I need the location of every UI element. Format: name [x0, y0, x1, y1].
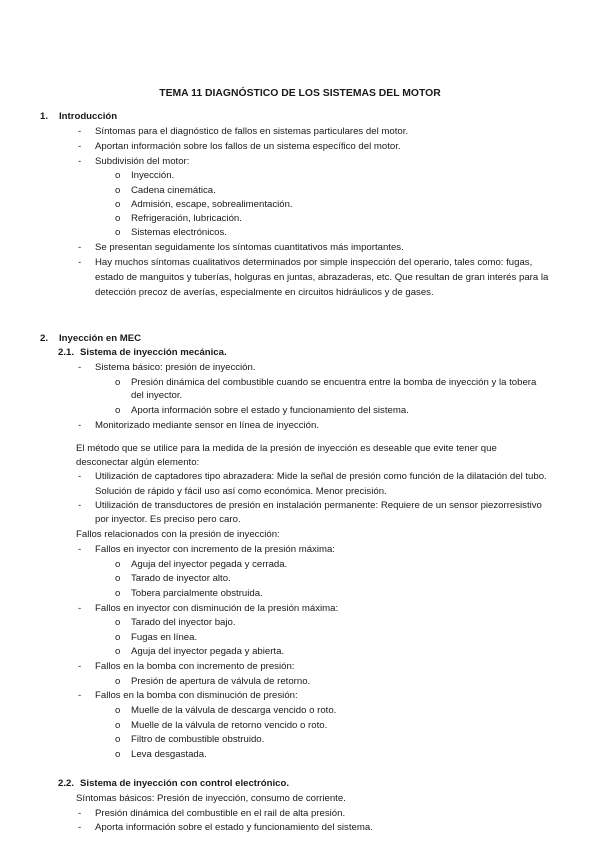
circle-bullet: o	[115, 617, 121, 628]
intro-bullet-2: Aportan información sobre los fallos de un sistema específico del motor.	[95, 141, 401, 152]
page-title: TEMA 11 DIAGNÓSTICO DE LOS SISTEMAS DEL MOTOR	[159, 88, 441, 99]
subsystem-item: Refrigeración, lubricación.	[131, 213, 242, 224]
fault-item: Tobera parcialmente obstruida.	[131, 588, 263, 599]
system-info-text: Aporta información sobre el estado y funcionamiento del sistema.	[131, 405, 409, 416]
intro-bullet-5-line-1: Hay muchos síntomas cualitativos determinados por simple inspección del operario, tales como: fugas,	[95, 257, 533, 268]
circle-bullet: o	[115, 720, 121, 731]
dash-bullet: -	[78, 822, 82, 833]
subsystem-item: Inyección.	[131, 170, 175, 181]
subsystem-item: Cadena cinemática.	[131, 185, 216, 196]
fault-item: Tarado del inyector bajo.	[131, 617, 236, 628]
circle-bullet: o	[115, 405, 121, 416]
circle-bullet: o	[115, 646, 121, 657]
dash-bullet: -	[78, 242, 82, 253]
basic-symptoms-text: Síntomas básicos: Presión de inyección, consumo de corriente.	[76, 793, 346, 804]
dynamic-pressure-line-2: del inyector.	[131, 390, 183, 401]
circle-bullet: o	[115, 588, 121, 599]
intro-bullet-5-line-2: estado de manguitos y tuberías, holguras en juntas, abrazaderas, etc. Que resultan de gran interés para la	[95, 272, 549, 283]
dash-bullet: -	[78, 420, 82, 431]
fault-item: Fugas en línea.	[131, 632, 198, 643]
dash-bullet: -	[78, 362, 82, 373]
fault-item: Filtro de combustible obstruido.	[131, 734, 265, 745]
rail-pressure-text: Presión dinámica del combustible en el rail de alta presión.	[95, 808, 346, 819]
circle-bullet: o	[115, 734, 121, 745]
intro-bullet-5-line-3: detección precoz de averías, especialmente en circuitos hidráulicos y de gases.	[95, 287, 434, 298]
circle-bullet: o	[115, 632, 121, 643]
dash-bullet: -	[78, 156, 82, 167]
dash-bullet: -	[78, 544, 82, 555]
fault-item: Leva desgastada.	[131, 749, 207, 760]
dash-bullet: -	[78, 141, 82, 152]
dash-bullet: -	[78, 471, 82, 482]
section-2-heading: Inyección en MEC	[59, 333, 142, 344]
circle-bullet: o	[115, 170, 121, 181]
subsection-2-2-number: 2.2.	[58, 778, 75, 789]
circle-bullet: o	[115, 676, 121, 687]
faults-heading: Fallos relacionados con la presión de inyección:	[76, 529, 280, 540]
fault-item: Tarado de inyector alto.	[131, 573, 231, 584]
circle-bullet: o	[115, 559, 121, 570]
fault-group-2: Fallos en inyector con disminución de la presión máxima:	[95, 603, 339, 614]
subsection-2-1-number: 2.1.	[58, 347, 75, 358]
subsystem-item: Sistemas electrónicos.	[131, 227, 227, 238]
dash-bullet: -	[78, 257, 82, 268]
system-info-text-2: Aporta información sobre el estado y funcionamiento del sistema.	[95, 822, 373, 833]
circle-bullet: o	[115, 199, 121, 210]
section-2-number: 2.	[40, 333, 49, 344]
dash-bullet: -	[78, 126, 82, 137]
dash-bullet: -	[78, 690, 82, 701]
circle-bullet: o	[115, 705, 121, 716]
fault-group-1: Fallos en inyector con incremento de la presión máxima:	[95, 544, 335, 555]
method-paragraph-line-2: desconectar algún elemento:	[76, 457, 200, 468]
circle-bullet: o	[115, 749, 121, 760]
intro-bullet-4: Se presentan seguidamente los síntomas cuantitativos más importantes.	[95, 242, 404, 253]
dash-bullet: -	[78, 661, 82, 672]
fault-item: Aguja del inyector pegada y cerrada.	[131, 559, 288, 570]
clamp-sensor-line-2: Solución de rápido y fácil uso así como económica. Menor precisión.	[95, 486, 387, 497]
transducer-line-1: Utilización de transductores de presión en instalación permanente: Requiere de un sensor piezorresistivo	[95, 500, 542, 511]
subsystem-item: Admisión, escape, sobrealimentación.	[131, 199, 293, 210]
fault-group-3: Fallos en la bomba con incremento de presión:	[95, 661, 295, 672]
fault-item: Presión de apertura de válvula de retorno.	[131, 676, 311, 687]
fault-item: Aguja del inyector pegada y abierta.	[131, 646, 285, 657]
clamp-sensor-line-1: Utilización de captadores tipo abrazadera: Mide la señal de presión como función de la dilatación del tubo.	[95, 471, 547, 482]
dynamic-pressure-line-1: Presión dinámica del combustible cuando se encuentra entre la bomba de inyección y la tobera	[131, 377, 537, 388]
section-1-heading: Introducción	[59, 111, 118, 122]
dash-bullet: -	[78, 500, 82, 511]
circle-bullet: o	[115, 227, 121, 238]
circle-bullet: o	[115, 573, 121, 584]
fault-group-4: Fallos en la bomba con disminución de presión:	[95, 690, 298, 701]
intro-bullet-1: Síntomas para el diagnóstico de fallos en sistemas particulares del motor.	[95, 126, 409, 137]
fault-item: Muelle de la válvula de descarga vencido o roto.	[131, 705, 337, 716]
circle-bullet: o	[115, 377, 121, 388]
subsection-2-2-heading: Sistema de inyección con control electrónico.	[80, 778, 289, 789]
circle-bullet: o	[115, 185, 121, 196]
dash-bullet: -	[78, 808, 82, 819]
subsection-2-1-heading: Sistema de inyección mecánica.	[80, 347, 227, 358]
dash-bullet: -	[78, 603, 82, 614]
fault-item: Muelle de la válvula de retorno vencido o roto.	[131, 720, 328, 731]
monitoring-text: Monitorizado mediante sensor en línea de inyección.	[95, 420, 319, 431]
section-1-number: 1.	[40, 111, 49, 122]
transducer-line-2: por inyector. Es preciso pero caro.	[95, 514, 241, 525]
basic-system-text: Sistema básico: presión de inyección.	[95, 362, 256, 373]
method-paragraph-line-1: El método que se utilice para la medida de la presión de inyección es deseable que evite tener que	[76, 443, 497, 454]
intro-bullet-3: Subdivisión del motor:	[95, 156, 190, 167]
circle-bullet: o	[115, 213, 121, 224]
